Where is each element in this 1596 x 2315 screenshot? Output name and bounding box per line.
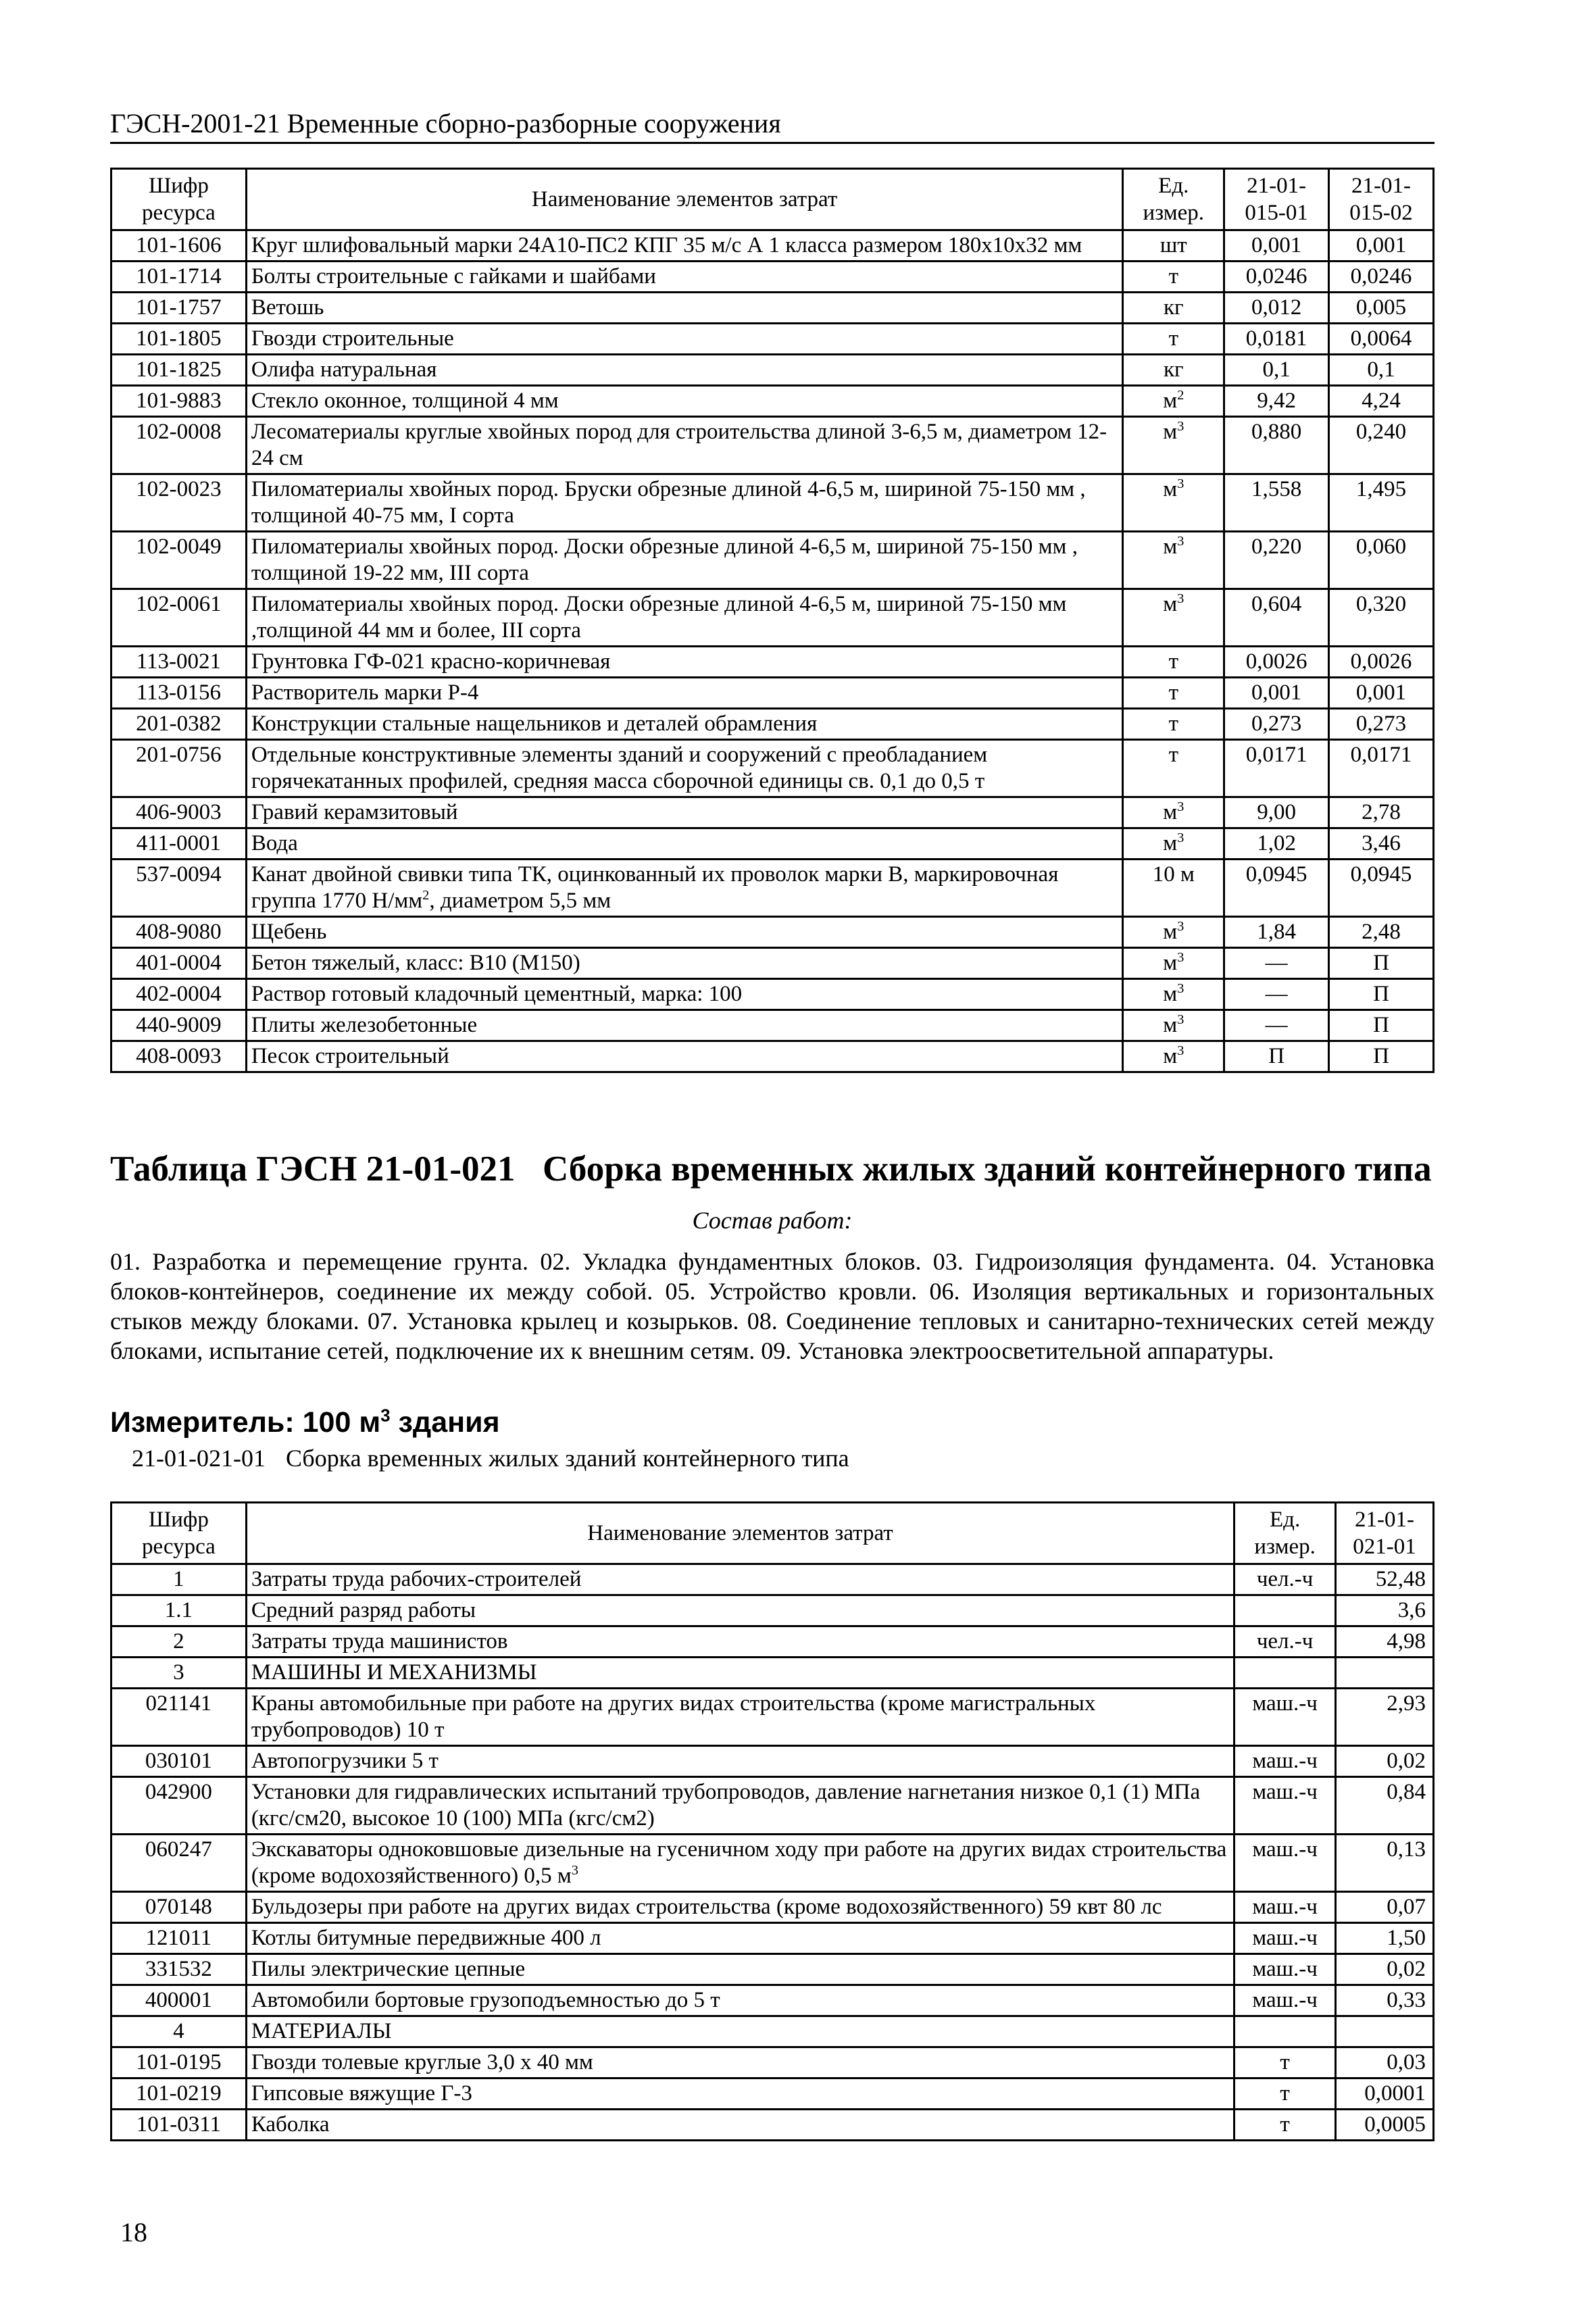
resource-name: Экскаваторы одноковшовые дизельные на гусеничном ходу при работе на других видах строительства (кроме водохозяйственного) 0,5 $м^3$ — [246, 1835, 1234, 1892]
value-021-01: 3,6 — [1336, 1595, 1434, 1626]
resource-code: 408-9080 — [111, 917, 247, 948]
value-015-01: 0,0026 — [1224, 647, 1329, 678]
table-row — [111, 1595, 1434, 1626]
resource-name: Песок строительный — [246, 1041, 1123, 1072]
resource-name: Конструкции стальные нащельников и деталей обрамления — [246, 709, 1123, 740]
unit-of-measure: маш.-ч — [1235, 1892, 1336, 1923]
value-021-01: 0,03 — [1336, 2047, 1434, 2078]
meter-sup: 3 — [380, 1405, 391, 1426]
value-015-02: 0,1 — [1329, 355, 1434, 386]
table-row — [111, 1835, 1434, 1892]
table-row — [111, 324, 1434, 355]
table-title-code: Таблица ГЭСН 21-01-021 — [110, 1149, 516, 1189]
resource-name: Раствор готовый кладочный цементный, марка: 100 — [246, 979, 1123, 1010]
resource-name: Пиломатериалы хвойных пород. Доски обрезные длиной 4-6,5 м, шириной 75-150 мм , толщиной 19-22 мм, III сорта — [246, 532, 1123, 589]
resource-name: Растворитель марки Р-4 — [246, 678, 1123, 709]
resource-code: 101-1714 — [111, 262, 247, 293]
unit-of-measure: $м^3$ — [1123, 417, 1224, 474]
unit-of-measure: $м^3$ — [1123, 474, 1224, 532]
value-015-02: 0,0171 — [1329, 740, 1434, 797]
resource-code: 1.1 — [111, 1595, 247, 1626]
resource-code: 1 — [111, 1564, 247, 1595]
unit-of-measure: маш.-ч — [1235, 1746, 1336, 1777]
table-row — [111, 355, 1434, 386]
value-015-01: — — [1224, 1010, 1329, 1041]
value-015-01: 0,012 — [1224, 293, 1329, 324]
value-015-02: 0,0064 — [1329, 324, 1434, 355]
table-body — [111, 1564, 1434, 2141]
col-header-code: Шифр ресурса — [111, 1503, 247, 1564]
value-015-01: 0,0181 — [1224, 324, 1329, 355]
table-row — [111, 647, 1434, 678]
work-description: 01. Разработка и перемещение грунта. 02. Укладка фундаментных блоков. 03. Гидроизоляция фундамента. 04. Установка блоков-контейнеров, соединение их между собой. 05. Устройство кровли. 06. Изоляция вертикальных и горизонтальных стыков между блоками. 07. Установка крылец и козырьков. 08. Соединение тепловых и санитарно-технических сетей между блоками, испытание сетей, подключение их к внешним сетям. 09. Установка электроосветительной аппаратуры. — [110, 1248, 1435, 1364]
value-021-01: 0,02 — [1336, 1746, 1434, 1777]
table-row — [111, 589, 1434, 647]
unit-of-measure: т — [1235, 2110, 1336, 2141]
unit-of-measure: кг — [1123, 293, 1224, 324]
table-title-name: Сборка временных жилых зданий контейнерного типа — [543, 1149, 1432, 1189]
table-row — [111, 1010, 1434, 1041]
value-015-02: 0,001 — [1329, 678, 1434, 709]
resource-name: МАШИНЫ И МЕХАНИЗМЫ — [246, 1658, 1234, 1689]
unit-of-measure: $м^3$ — [1123, 979, 1224, 1010]
resource-name: Автомобили бортовые грузоподъемностью до 5 т — [246, 1985, 1234, 2016]
unit-of-measure: чел.-ч — [1235, 1564, 1336, 1595]
table-row — [111, 1626, 1434, 1658]
unit-of-measure: т — [1123, 262, 1224, 293]
value-015-01: 0,1 — [1224, 355, 1329, 386]
table-row — [111, 386, 1434, 417]
table-row — [111, 709, 1434, 740]
value-015-02: П — [1329, 1041, 1434, 1072]
unit-of-measure: маш.-ч — [1235, 1954, 1336, 1985]
unit-of-measure: т — [1235, 2078, 1336, 2110]
value-021-01: 0,84 — [1336, 1777, 1434, 1835]
unit-of-measure: 10 м — [1123, 860, 1224, 917]
resource-name: Бульдозеры при работе на других видах строительства (кроме водохозяйственного) 59 квт 80 лс — [246, 1892, 1234, 1923]
resource-code: 101-9883 — [111, 386, 247, 417]
resource-name: Грунтовка ГФ-021 красно-коричневая — [246, 647, 1123, 678]
value-015-02: 0,001 — [1329, 230, 1434, 262]
value-015-01: 0,220 — [1224, 532, 1329, 589]
resource-code: 101-1757 — [111, 293, 247, 324]
running-head: ГЭСН-2001-21 Временные сборно-разборные сооружения — [110, 107, 1435, 144]
resource-code: 101-1606 — [111, 230, 247, 262]
table-row — [111, 1689, 1434, 1746]
table-row — [111, 1564, 1434, 1595]
col-header-value-1: 21-01-021-01 — [1336, 1503, 1434, 1564]
resource-code: 113-0156 — [111, 678, 247, 709]
value-015-01: 9,42 — [1224, 386, 1329, 417]
table-row — [111, 262, 1434, 293]
resource-code: 408-0093 — [111, 1041, 247, 1072]
value-015-02: 0,0246 — [1329, 262, 1434, 293]
value-015-02: П — [1329, 1010, 1434, 1041]
value-015-02: 0,240 — [1329, 417, 1434, 474]
table-row — [111, 948, 1434, 979]
value-021-01: 1,50 — [1336, 1923, 1434, 1954]
value-015-02: 2,78 — [1329, 797, 1434, 828]
value-015-01: — — [1224, 979, 1329, 1010]
value-021-01: 2,93 — [1336, 1689, 1434, 1746]
value-021-01: 0,13 — [1336, 1835, 1434, 1892]
table-row — [111, 1777, 1434, 1835]
value-015-02: П — [1329, 979, 1434, 1010]
table-row — [111, 979, 1434, 1010]
resource-name: Гравий керамзитовый — [246, 797, 1123, 828]
unit-of-measure — [1235, 2016, 1336, 2047]
unit-of-measure: $м^3$ — [1123, 948, 1224, 979]
table-body — [111, 230, 1434, 1072]
resource-name: Стекло оконное, толщиной 4 мм — [246, 386, 1123, 417]
value-021-01: 0,07 — [1336, 1892, 1434, 1923]
unit-of-measure: маш.-ч — [1235, 1689, 1336, 1746]
col-header-value-1: 21-01-015-01 — [1224, 169, 1329, 230]
resource-code: 101-0195 — [111, 2047, 247, 2078]
value-015-01: — — [1224, 948, 1329, 979]
resource-code: 201-0382 — [111, 709, 247, 740]
resource-name: Канат двойной свивки типа ТК, оцинкованный их проволок марки В, маркировочная группа 1770 $Н/мм^2$, диаметром 5,5 мм — [246, 860, 1123, 917]
unit-of-measure: маш.-ч — [1235, 1777, 1336, 1835]
value-015-02: 0,005 — [1329, 293, 1434, 324]
value-015-01: 9,00 — [1224, 797, 1329, 828]
unit-of-measure: маш.-ч — [1235, 1835, 1336, 1892]
resource-code: 021141 — [111, 1689, 247, 1746]
unit-of-measure: кг — [1123, 355, 1224, 386]
resource-code: 102-0049 — [111, 532, 247, 589]
value-021-01: 0,0001 — [1336, 2078, 1434, 2110]
unit-of-measure — [1235, 1595, 1336, 1626]
table-row — [111, 230, 1434, 262]
norm-code: 21-01-021-01 — [132, 1445, 266, 1472]
meter-tail: здания — [390, 1406, 500, 1439]
resource-code: 101-0311 — [111, 2110, 247, 2141]
resource-name: Пиломатериалы хвойных пород. Доски обрезные длиной 4-6,5 м, шириной 75-150 мм ,толщиной 44 мм и более, III сорта — [246, 589, 1123, 647]
value-015-02: 1,495 — [1329, 474, 1434, 532]
resource-name: Установки для гидравлических испытаний трубопроводов, давление нагнетания низкое 0,1 (1) МПа (кгс/см20, высокое 10 (100) МПа (кгс/см2) — [246, 1777, 1234, 1835]
resource-name: Автопогрузчики 5 т — [246, 1746, 1234, 1777]
value-021-01: 0,0005 — [1336, 2110, 1434, 2141]
value-015-01: 0,0246 — [1224, 262, 1329, 293]
table-row — [111, 2078, 1434, 2110]
work-heading: Состав работ: — [692, 1207, 853, 1234]
value-015-01: 0,0171 — [1224, 740, 1329, 797]
unit-of-measure: $м^3$ — [1123, 797, 1224, 828]
resource-code: 102-0008 — [111, 417, 247, 474]
col-header-unit: Ед. измер. — [1123, 169, 1224, 230]
unit-of-measure: т — [1123, 647, 1224, 678]
resource-code: 060247 — [111, 1835, 247, 1892]
value-015-02: 3,46 — [1329, 828, 1434, 860]
table-header-row — [111, 169, 1434, 230]
unit-of-measure: шт — [1123, 230, 1224, 262]
value-015-01: 1,02 — [1224, 828, 1329, 860]
value-015-01: 0,001 — [1224, 678, 1329, 709]
resource-name: Лесоматериалы круглые хвойных пород для строительства длиной 3-6,5 м, диаметром 12-24 см — [246, 417, 1123, 474]
resource-name: Олифа натуральная — [246, 355, 1123, 386]
value-015-01: 1,558 — [1224, 474, 1329, 532]
table-row — [111, 678, 1434, 709]
unit-of-measure: $м^3$ — [1123, 1010, 1224, 1041]
value-015-01: 1,84 — [1224, 917, 1329, 948]
unit-of-measure: т — [1123, 740, 1224, 797]
resource-name: Ветошь — [246, 293, 1123, 324]
meter-label: Измеритель: 100 м — [110, 1406, 381, 1439]
table-row — [111, 1892, 1434, 1923]
resource-name: Плиты железобетонные — [246, 1010, 1123, 1041]
measurement-unit — [110, 1404, 500, 1441]
section-row — [111, 2016, 1434, 2047]
value-015-01: 0,001 — [1224, 230, 1329, 262]
resource-code: 201-0756 — [111, 740, 247, 797]
value-015-02: 0,0945 — [1329, 860, 1434, 917]
unit-of-measure: $м^2$ — [1123, 386, 1224, 417]
resource-name: Вода — [246, 828, 1123, 860]
table-header-row — [111, 1503, 1434, 1564]
resource-code: 400001 — [111, 1985, 247, 2016]
table-row — [111, 474, 1434, 532]
resource-name: Каболка — [246, 2110, 1234, 2141]
resource-code: 101-0219 — [111, 2078, 247, 2110]
resource-code: 042900 — [111, 1777, 247, 1835]
resource-code: 401-0004 — [111, 948, 247, 979]
page-number: 18 — [120, 2217, 147, 2247]
value-021-01 — [1336, 1658, 1434, 1689]
table-row — [111, 2110, 1434, 2141]
unit-of-measure: т — [1235, 2047, 1336, 2078]
table-row — [111, 1985, 1434, 2016]
unit-of-measure: $м^3$ — [1123, 828, 1224, 860]
norm-subtitle — [132, 1443, 849, 1473]
norm-name: Сборка временных жилых зданий контейнерного типа — [285, 1445, 849, 1472]
value-015-01: 0,604 — [1224, 589, 1329, 647]
unit-of-measure: $м^3$ — [1123, 589, 1224, 647]
table-row — [111, 2047, 1434, 2078]
resource-code: 537-0094 — [111, 860, 247, 917]
table-row — [111, 1954, 1434, 1985]
resource-table-1 — [110, 168, 1435, 1073]
col-header-unit: Ед. измер. — [1235, 1503, 1336, 1564]
resource-code: 406-9003 — [111, 797, 247, 828]
resource-code: 101-1805 — [111, 324, 247, 355]
resource-code: 411-0001 — [111, 828, 247, 860]
table-row — [111, 828, 1434, 860]
value-015-01: 0,0945 — [1224, 860, 1329, 917]
resource-code: 402-0004 — [111, 979, 247, 1010]
unit-of-measure: $м^3$ — [1123, 917, 1224, 948]
col-header-name: Наименование элементов затрат — [246, 1503, 1234, 1564]
resource-name: Бетон тяжелый, класс: В10 (М150) — [246, 948, 1123, 979]
resource-code: 331532 — [111, 1954, 247, 1985]
value-015-02: 0,273 — [1329, 709, 1434, 740]
resource-code: 102-0023 — [111, 474, 247, 532]
value-015-02: 4,24 — [1329, 386, 1434, 417]
table-row — [111, 917, 1434, 948]
value-015-02: 0,0026 — [1329, 647, 1434, 678]
unit-of-measure: маш.-ч — [1235, 1923, 1336, 1954]
resource-table-2 — [110, 1501, 1435, 2141]
col-header-name: Наименование элементов затрат — [246, 169, 1123, 230]
table-row — [111, 797, 1434, 828]
table-row — [111, 532, 1434, 589]
resource-name: Затраты труда рабочих-строителей — [246, 1564, 1234, 1595]
value-015-02: 0,320 — [1329, 589, 1434, 647]
table-row — [111, 417, 1434, 474]
resource-name: Круг шлифовальный марки 24А10-ПС2 КПГ 35 м/с А 1 класса размером 180x10x32 мм — [246, 230, 1123, 262]
resource-code: 440-9009 — [111, 1010, 247, 1041]
resource-code: 2 — [111, 1626, 247, 1658]
value-015-01: 0,880 — [1224, 417, 1329, 474]
col-header-code: Шифр ресурса — [111, 169, 247, 230]
resource-name: МАТЕРИАЛЫ — [246, 2016, 1234, 2047]
table-row — [111, 1041, 1434, 1072]
resource-code: 3 — [111, 1658, 247, 1689]
resource-name: Краны автомобильные при работе на других видах строительства (кроме магистральных трубопроводов) 10 т — [246, 1689, 1234, 1746]
resource-name: Отдельные конструктивные элементы зданий и сооружений с преобладанием горячекатанных профилей, средняя масса сборочной единицы св. 0,1 до 0,5 т — [246, 740, 1123, 797]
table-row — [111, 1746, 1434, 1777]
resource-code: 102-0061 — [111, 589, 247, 647]
value-015-01: 0,273 — [1224, 709, 1329, 740]
table-row — [111, 860, 1434, 917]
unit-of-measure: т — [1123, 678, 1224, 709]
resource-code: 113-0021 — [111, 647, 247, 678]
resource-code: 4 — [111, 2016, 247, 2047]
resource-code: 070148 — [111, 1892, 247, 1923]
resource-name: Гипсовые вяжущие Г-3 — [246, 2078, 1234, 2110]
unit-of-measure — [1235, 1658, 1336, 1689]
unit-of-measure: маш.-ч — [1235, 1985, 1336, 2016]
section-row — [111, 1658, 1434, 1689]
table-row — [111, 740, 1434, 797]
value-021-01 — [1336, 2016, 1434, 2047]
unit-of-measure: $м^3$ — [1123, 1041, 1224, 1072]
resource-name: Гвозди толевые круглые 3,0 x 40 мм — [246, 2047, 1234, 2078]
resource-name: Средний разряд работы — [246, 1595, 1234, 1626]
resource-name: Гвозди строительные — [246, 324, 1123, 355]
value-021-01: 4,98 — [1336, 1626, 1434, 1658]
resource-name: Затраты труда машинистов — [246, 1626, 1234, 1658]
resource-name: Болты строительные с гайками и шайбами — [246, 262, 1123, 293]
value-015-01: П — [1224, 1041, 1329, 1072]
value-015-02: 2,48 — [1329, 917, 1434, 948]
table-row — [111, 293, 1434, 324]
resource-code: 101-1825 — [111, 355, 247, 386]
value-021-01: 0,33 — [1336, 1985, 1434, 2016]
value-021-01: 52,48 — [1336, 1564, 1434, 1595]
col-header-value-2: 21-01-015-02 — [1329, 169, 1434, 230]
unit-of-measure: $м^3$ — [1123, 532, 1224, 589]
resource-name: Пиломатериалы хвойных пород. Бруски обрезные длиной 4-6,5 м, шириной 75-150 мм , толщиной 40-75 мм, I сорта — [246, 474, 1123, 532]
resource-name: Пилы электрические цепные — [246, 1954, 1234, 1985]
table-row — [111, 1923, 1434, 1954]
resource-name: Котлы битумные передвижные 400 л — [246, 1923, 1234, 1954]
value-021-01: 0,02 — [1336, 1954, 1434, 1985]
unit-of-measure: т — [1123, 324, 1224, 355]
table-title — [110, 1147, 1435, 1191]
resource-code: 121011 — [111, 1923, 247, 1954]
resource-name: Щебень — [246, 917, 1123, 948]
unit-of-measure: т — [1123, 709, 1224, 740]
value-015-02: 0,060 — [1329, 532, 1434, 589]
unit-of-measure: чел.-ч — [1235, 1626, 1336, 1658]
value-015-02: П — [1329, 948, 1434, 979]
resource-code: 030101 — [111, 1746, 247, 1777]
